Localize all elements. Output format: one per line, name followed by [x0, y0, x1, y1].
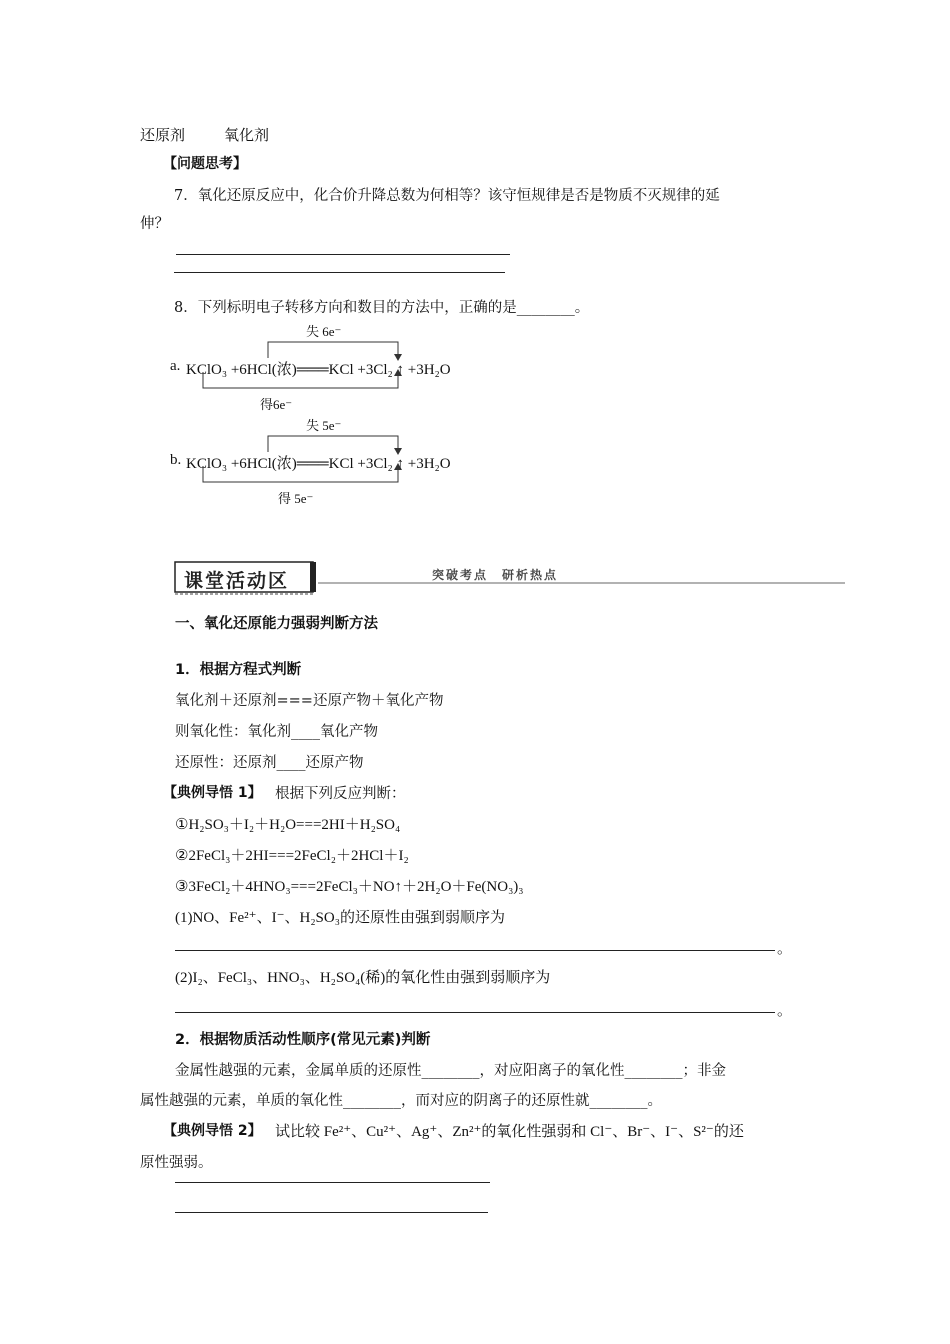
- s1-line1: 氧化剂＋还原剂===还原产物＋氧化产物: [175, 693, 444, 709]
- eqA-bottom-label: 得6e⁻: [260, 397, 293, 412]
- eqB-equation: KClO₃ +6HCl(浓)═══KCl +3Cl₂ ↑ +3H₂O: [186, 456, 451, 472]
- eqA-prefix: a.: [170, 358, 181, 374]
- banner-subtitle: 突破考点 研析热点: [432, 568, 559, 582]
- reaction-2: ②2FeCl₃＋2HI===2FeCl₂＋2HCl＋I₂: [175, 848, 409, 864]
- eqB-prefix: b.: [170, 452, 182, 468]
- answer-line: [175, 1212, 488, 1213]
- eqB-bottom-label: 得 5e⁻: [278, 491, 314, 506]
- answer-line: [175, 950, 775, 951]
- q7-line2: 伸？: [140, 216, 169, 232]
- eqB-top-label: 失 5e⁻: [306, 418, 342, 433]
- s2-line1: 金属性越强的元素，金属单质的还原性________，对应阳离子的氧化性________；非金: [175, 1063, 726, 1079]
- eqA-equation: KClO₃ +6HCl(浓)═══KCl +3Cl₂ ↑ +3H₂O: [186, 362, 451, 378]
- answer-line: [175, 1012, 775, 1013]
- example-2-line2: 原性强弱。: [140, 1155, 213, 1171]
- top-oxidizer: 氧化剂: [224, 126, 270, 144]
- example-1-q1: (1)NO、Fe²⁺、I⁻、H₂SO₃的还原性由强到弱顺序为: [175, 910, 505, 926]
- period: 。: [777, 939, 793, 957]
- s2-line2: 属性越强的元素，单质的氧化性________，而对应的阴离子的还原性就________。: [140, 1093, 662, 1109]
- reaction-1: ①H₂SO₃＋I₂＋H₂O===2HI＋H₂SO₄: [175, 817, 401, 833]
- eqA-top-label: 失 6e⁻: [306, 324, 342, 339]
- example-2-line1: 试比较 Fe²⁺、Cu²⁺、Ag⁺、Zn²⁺的氧化性强弱和 Cl⁻、Br⁻、I⁻、S²⁻的还: [275, 1124, 744, 1140]
- answer-line: [176, 254, 510, 255]
- example-1-label: 【典例导悟 1】: [163, 785, 262, 801]
- subsection-1-title: 1．根据方程式判断: [175, 662, 302, 678]
- s1-line2: 则氧化性：氧化剂____氧化产物: [175, 724, 378, 740]
- subsection-2-title: 2．根据物质活动性顺序(常见元素)判断: [175, 1032, 431, 1048]
- banner-title: 课堂活动区: [184, 570, 290, 592]
- reaction-3: ③3FeCl₂＋4HNO₃===2FeCl₃＋NO↑＋2H₂O＋Fe(NO₃)₃: [175, 879, 524, 895]
- q7-line1: 7．氧化还原反应中，化合价升降总数为何相等？该守恒规律是否是物质不灭规律的延: [174, 188, 720, 204]
- answer-line: [175, 1182, 490, 1183]
- s1-line3: 还原性：还原剂____还原产物: [175, 755, 364, 771]
- example-1-intro: 根据下列反应判断：: [275, 786, 406, 802]
- section-1-heading: 一、氧化还原能力强弱判断方法: [175, 616, 378, 632]
- answer-line: [174, 272, 505, 273]
- example-2-label: 【典例导悟 2】: [163, 1123, 262, 1139]
- q8-text: 8．下列标明电子转移方向和数目的方法中，正确的是________。: [174, 300, 590, 316]
- example-1-q2: (2)I₂、FeCl₃、HNO₃、H₂SO₄(稀)的氧化性由强到弱顺序为: [175, 970, 551, 986]
- top-reducer: 还原剂: [140, 126, 186, 144]
- period: 。: [777, 1001, 793, 1019]
- question-header: 【问题思考】: [163, 156, 247, 172]
